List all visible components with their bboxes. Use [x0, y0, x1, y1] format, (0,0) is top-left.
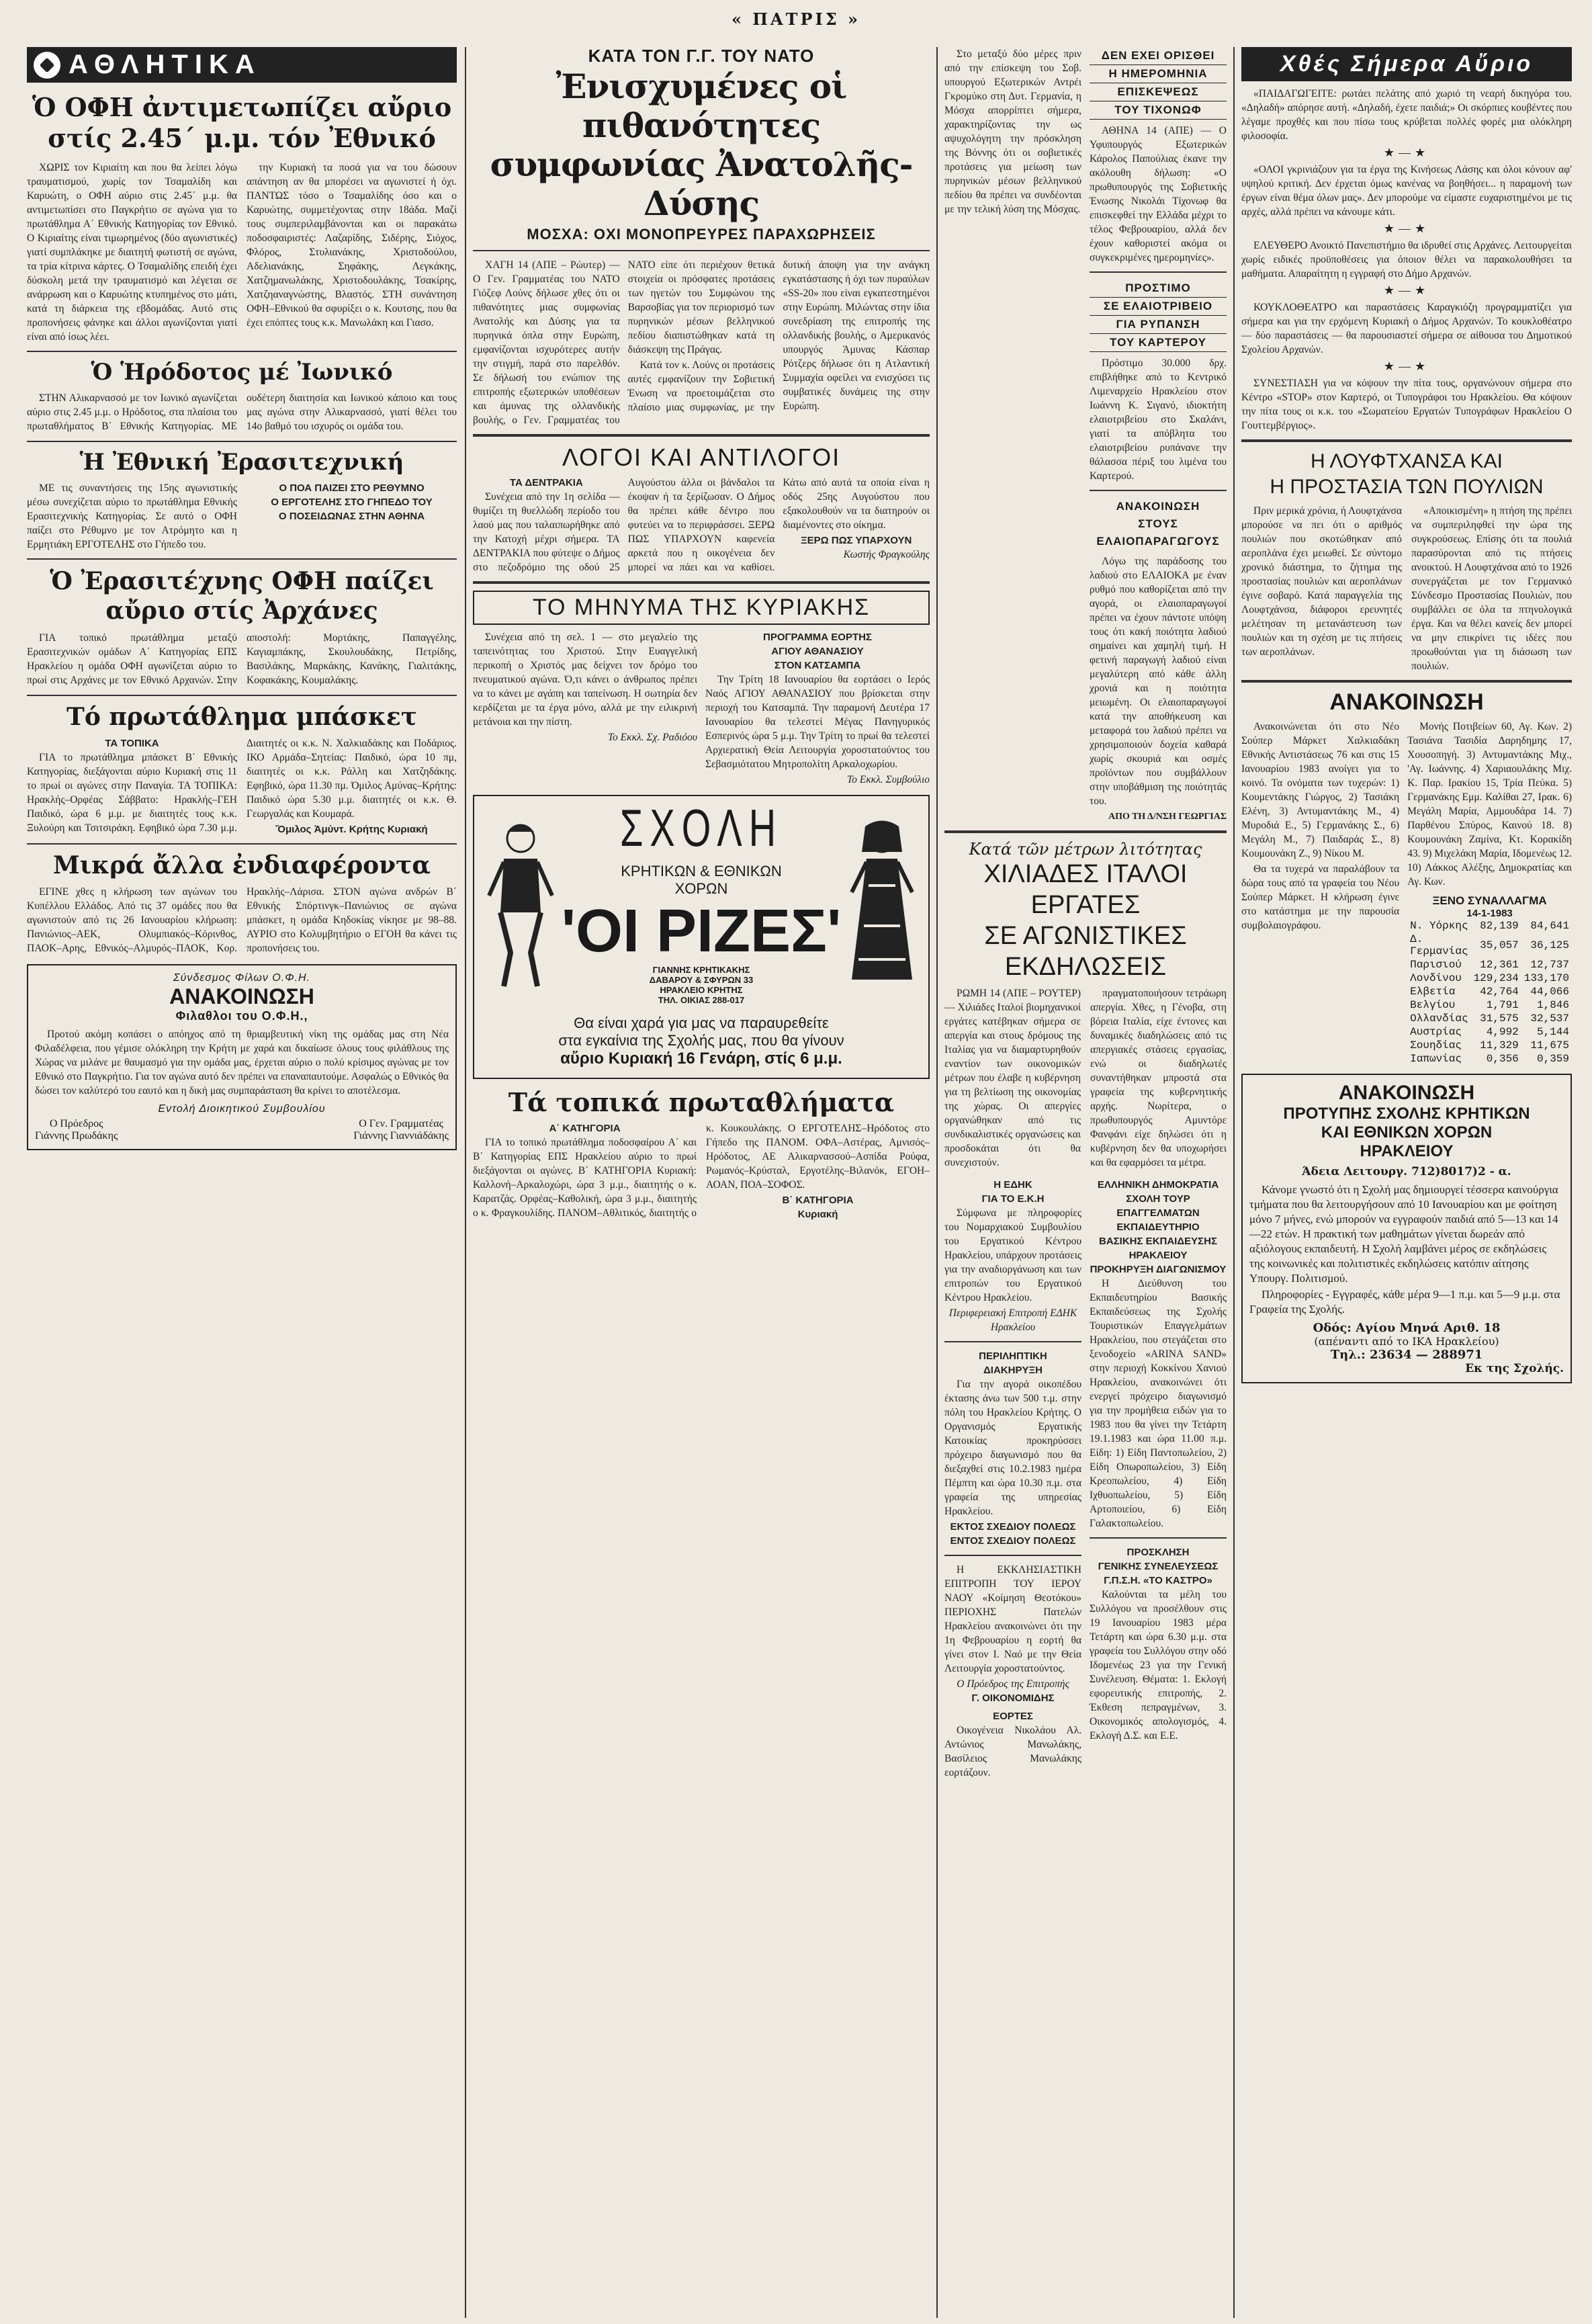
- olive-title-2: ΣΤΟΥΣ ΕΛΑΙΟΠΑΡΑΓΩΓΟΥΣ: [1096, 517, 1220, 548]
- nato-headline: [473, 67, 930, 223]
- kyriaki-title: ΤΟ ΜΗΝΥΜΑ ΤΗΣ ΚΥΡΙΑΚΗΣ: [473, 591, 930, 625]
- fine-title-4: ΤΟΥ ΚΑΡΤΕΡΟΥ: [1090, 334, 1227, 352]
- italy-headline-line-2: ΣΕ ΑΓΩΝΙΣΤΙΚΕΣ ΕΚΔΗΛΩΣΕΙΣ: [984, 922, 1187, 981]
- eak-title-1: Η ΕΔΗΚ: [993, 1179, 1032, 1191]
- italy-headline: [944, 859, 1227, 982]
- fx-buy: 31,575: [1480, 1013, 1519, 1025]
- fx-buy: 35,057: [1480, 939, 1519, 951]
- program-title-2: ΑΓΙΟΥ ΑΘΑΝΑΣΙΟΥ: [771, 646, 864, 657]
- nato-headline-line-1: Ἐνισχυμένες οἱ πιθανότητες: [556, 67, 847, 145]
- tichonov-text: ΑΘΗΝΑ 14 (ΑΠΕ) — Ο Υφυπουργός Εξωτερικών Κάρολος Παπούλιας έκανε την ακόλουθη δήλωση: «Ο πρωθυπουργός της Σοβιετικής Ένωσης Νικολάι Τίχονωφ θα επισκεφθεί την Ελλάδα μέχρι το τέλος Φεβρουαρίου, αλλά δεν έχουν καθοριστεί ακόμα οι συγκεκριμένες ημερομηνίες».: [1090, 125, 1227, 263]
- nato-kicker: ΚΑΤΑ ΤΟΝ Γ.Γ. ΤΟΥ ΝΑΤΟ: [588, 47, 815, 66]
- basket-subhead-1: ΤΑ ΤΟΠΙΚΑ: [105, 738, 159, 749]
- lufthansa-headline-line-1: Η ΛΟΥΦΤΧΑΝΣΑ ΚΑΙ: [1311, 450, 1503, 472]
- nato-text-1: ΧΑΓΗ 14 (ΑΠΕ – Ρώυτερ) — Ο Γεν. Γραμματέας του ΝΑΤΟ Γιόζεφ Λούνς δήλωσε χθες ότι οι πιθανότητες μιας συμφωνίας Ανατολής και Δύσης για τα πυρηνικά όπλα στην Ευρώπη, εμφανίζονται ισχυρότερες αυτήν την στιγμή, παρά στο παρελθόν. Σε δήλωσή του ενώπιον της επιτροπής εξωτερικών υποθέσεων και άμυνας της ολλανδικής βουλής, ο Γεν. Γραμματέας του ΝΑΤΟ είπε ότι περιέχουν θετικά στοιχεία οι πρόσφατες προτάσεις των ηγετών του Συμφώνου της Βαρσοβίας για τον περιορισμό των πυρηνικών μέσων βελληνικού πεδίου διαπιστώθηκαν κατά τη διάσκεψη της Πράγας.: [473, 259, 775, 426]
- roots-title-2: ΠΡΟΤΥΠΗΣ ΣΧΟΛΗΣ ΚΡΗΤΙΚΩΝ: [1283, 1105, 1530, 1123]
- kastro-title-2: ΓΕΝΙΚΗΣ ΣΥΝΕΛΕΥΣΕΩΣ: [1098, 1561, 1219, 1572]
- fx-buy: 4,992: [1486, 1026, 1519, 1038]
- dance-school-ad: [473, 795, 930, 1079]
- ofh-eras-headline-line-1: Ὁ Ἐρασιτέχνης ΟΦΗ παίζει: [50, 567, 434, 595]
- program-title-3: ΣΤΟΝ ΚΑΤΣΑΜΠΑ: [774, 660, 861, 671]
- herodotos-article: [27, 391, 457, 434]
- ofh-friends-secretary-name: Γιάννης Γιαννιάδάκης: [353, 1130, 449, 1142]
- dance-school-subtitle-2: ΧΟΡΩΝ: [674, 880, 728, 897]
- athanasios-program: [705, 630, 930, 787]
- dance-school-phone: ΤΗΛ. ΟΙΚΙΑΣ 288-017: [658, 995, 745, 1005]
- dance-school-address: ΔΑΒΑΡΟΥ & ΣΦΥΡΩΝ 33: [649, 975, 754, 985]
- school-title-5: ΗΡΑΚΛΕΙΟΥ: [1129, 1250, 1188, 1261]
- local-leagues-headline: Τά τοπικά πρωταθλήματα: [508, 1087, 895, 1117]
- roots-title-3: ΚΑΙ ΕΘΝΙΚΩΝ ΧΟΡΩΝ: [1321, 1123, 1493, 1142]
- kyriaki-article: [473, 630, 697, 787]
- masthead: « ΠΑΤΡΙΣ »: [731, 9, 861, 29]
- fx-cur: Λονδίνου: [1410, 972, 1462, 984]
- basket-subhead-2: Ὅμιλος Ἀμύντ. Κρήτης Κυριακή: [275, 824, 428, 835]
- sports-section-banner: [27, 47, 457, 83]
- roots-school-announcement: [1241, 1074, 1572, 1383]
- fx-buy: 129,234: [1473, 972, 1519, 984]
- lufthansa-text-1: Πριν μερικά χρόνια, ή Λουφτχάνσα μπορούσε να πει ότι ο αριθμός πουλιών που σκοτώθηκαν από αεροπλάνα έχει μειωθεί. Σε σύντομο χρονικό διάστημα, το ζήτημα της προστασίας πουλιών και αεροπλάνων έγινε σοβαρό. Κατά παραγγελία της Λουφτχάνσα, διάφοροι ερευνητές μελέτησαν τη μετανάστευση των πουλιών και τη σχέση με τις πτήσεις των αεροπλάνων.: [1241, 505, 1402, 658]
- school-title-3: ΕΚΠΑΙΔΕΥΤΗΡΙΟ: [1116, 1221, 1200, 1233]
- dance-school-city: ΗΡΑΚΛΕΙΟ ΚΡΗΤΗΣ: [660, 985, 743, 995]
- diakiryxi-subhead-2: ΕΝΤΟΣ ΣΧΕΔΙΟΥ ΠΟΛΕΩΣ: [950, 1535, 1076, 1547]
- lufthansa-headline-line-2: Η ΠΡΟΣΤΑΣΙΑ ΤΩΝ ΠΟΥΛΙΩΝ: [1270, 476, 1544, 498]
- ethniki-headline: Ἡ Ἐθνική Ἐρασιτεχνική: [79, 449, 404, 476]
- italy-text-2: πραγματοποιήσουν τετράωρη απεργία. Χθες, η Γένοβα, στη βόρεια Ιταλία, είχε έντονες και δυναμικές διαδηλώσεις από τις απεργιακές στάσεις εργασίας, ενώ οι διαδηλωτές συναντήθηκαν μπροστά στα γραφεία της κυβερνητικής αρχής. Νωρίτερα, ο πρωθυπουργός Αμυντόρε Φανφάνι είχε δηλώσει ότι η κυβέρνηση δεν θα υποχωρήσει και θα εφαρμόσει τα μέτρα.: [1090, 988, 1227, 1168]
- right-column: [1241, 47, 1572, 2318]
- lufthansa-headline: [1241, 449, 1572, 500]
- fx-sell: 11,675: [1530, 1039, 1569, 1051]
- ethniki-text: ΜΕ τις συναντήσεις της 15ης αγωνιστικής μέσω συνεχίζεται αύριο το πρωτάθλημα Εθνικής Ερασιτεχνικής Κατηγορίας. Σε αυτό ο ΟΦΗ παίζει στο Ρέθυμνο με τον Ατρόμητο και η Ερμητιάκη ΕΡΓΟΤΕΛΗΣ στο Γήπεδο του.: [27, 482, 237, 550]
- diakiryxi-title-1: ΠΕΡΙΛΗΠΤΙΚΗ: [979, 1350, 1047, 1362]
- roots-address-note: (απέναντι από το ΙΚΑ Ηρακλείου): [1314, 1335, 1499, 1348]
- eak-title-2: ΓΙΑ ΤΟ Ε.Κ.Η: [981, 1193, 1045, 1205]
- fx-sell: 5,144: [1536, 1026, 1569, 1038]
- eortes-text: Οικογένεια Νικολάου Αλ. Αντώνιος Μανωλάκης, Βασίλειος Μανωλάκης εορτάζουν.: [944, 1725, 1081, 1778]
- center-column: [473, 47, 930, 2318]
- local-leagues-text: ΓΙΑ το τοπικό πρωτάθλημα ποδοσφαίρου Α΄ και Β΄ Κατηγορίας ΕΠΣ Ηρακλείου αύριο το πρωί διεξάγονται οι αγώνες. Β΄ ΚΑΤΗΓΟΡΙΑ Κυριακή: Καλλονή–Αρκαλοχώρι, ώρα 3 μ.μ., διαιτητής ο κ. Καρατζάς. Ορφέας–Καθολική, ώρα 3 μ.μ., διαιτητής ο κ. Φραγκουλίδης. ΠΑΝΟΜ–Αθλιτικός, διαιτητής ο κ. Κουκουλάκης. Ο ΕΡΓΟΤΕΛΗΣ–Ηρόδοτος στο Γήπεδο της ΠΑΝΟΜ. ΟΦΑ–Αστέρας, Αμνισός–Ηρόδοτος, ΑΕ Αλικαρνασσού–Ασπίδα Ρούφα, Ρωμανός–Κρύσταλ, Εργοτέλης–Βιλανόκ, ΕΓΟΗ–ΑΟΑΝ, ΠΟΑ–ΣΟΦΟΣ.: [473, 1123, 930, 1219]
- tichonov-kicker-4: ΤΟΥ ΤΙΧΟΝΩΦ: [1090, 101, 1227, 120]
- fx-sell: 1,846: [1536, 999, 1569, 1011]
- fx-cur: Ν. Υόρκης: [1410, 920, 1468, 932]
- olive-signature: ΑΠΟ ΤΗ Δ/ΝΣΗ ΓΕΩΡΓΙΑΣ: [1108, 812, 1227, 822]
- fx-buy: 11,329: [1480, 1039, 1519, 1051]
- ofh-headline-line-2: στίς 2.45΄ μ.μ. τόν Ἐθνικό: [48, 123, 436, 153]
- nato-continued: [944, 47, 1081, 824]
- ofh-friends-president-label: Ο Πρόεδρος: [49, 1118, 103, 1129]
- supermarket-lottery-text: Θα τα τυχερά να παραλάβουν τα δώρα τους από τα γραφεία του Νέου Σούπερ Μάρκετ. Η κλήρωση έγινε στο κατάστημα με την παρουσία συμβολαιογράφου.: [1241, 863, 1400, 931]
- fx-row: [1407, 1012, 1572, 1025]
- diakiryxi-subhead-1: ΕΚΤΟΣ ΣΧΕΔΙΟΥ ΠΟΛΕΩΣ: [950, 1521, 1076, 1533]
- xthes-text-1: «ΠΑΙΔΑΓΩΓΕΙΤΕ: ρωτάει πελάτης από χωριό τη νεαρή δικηγόρα του. «Δηλαδή» απόρησε αυτή. «Δηλαδή, έχετε παιδιά;» Οι σκόρπιες κουβέντες που λέγαμε προχθές και που πίσω τους κρύβεται πολλές φορές μια ολόκληρη φιλοσοφία.: [1241, 88, 1572, 142]
- newspaper-page: [27, 47, 1572, 2318]
- ofh-friends-secretary-label: Ο Γεν. Γραμματέας: [359, 1118, 443, 1129]
- nato-headline-line-2: συμφωνίας Ἀνατολῆς-Δύσης: [490, 144, 913, 223]
- fx-title: ΞΕΝΟ ΣΥΝΑΛΛΑΓΜΑ: [1432, 894, 1547, 907]
- herodotos-headline: Ὁ Ἡρόδοτος μέ Ἰωνικό: [91, 359, 393, 386]
- nato-deck: ΜΟΣΧΑ: ΟΧΙ ΜΟΝΟΠΡΕΥΡΕΣ ΠΑΡΑΧΩΡΗΣΕΙΣ: [527, 226, 876, 243]
- ethniki-article: [27, 481, 457, 552]
- italy-article: [944, 986, 1227, 1171]
- nato-text-3: Στο μεταξύ δύο μέρες πριν από την επίσκεψη του Σοβ. υπουργού Εξωτερικών Αντρέι Γκρομύκο στη Δυτ. Γερμανία, η Μόσχα απορρίπτει σήμερα, χαρακτηρίζοντας την ως αψυχολόγητη την πρόσκληση της Βόννης ότι οι σοβιετικές προτάσεις για μείωση των πυρηνικών μέσων βελληνικού πεδίου θα πρέπει να συνδέονται με την τελική λύση της Μόσχας.: [944, 48, 1081, 215]
- roots-signature: Εκ της Σχολής.: [1465, 1362, 1564, 1375]
- logoi-text: Συνέχεια από την 1η σελίδα — θυμίζει τη θυελλώδη περίοδο του λαού μας που ταλαιπωρήθηκε από την Κατοχή μέχρι σήμερα. ΤΑ ΔΕΝΤΡΑΚΙΑ που φύτεψε ο Δήμος στο πεζοδρόμιο της οδού 25 Αυγούστου άλλα οι βάνδαλοι τα έκοψαν ή τα ξερίζωσαν. Ο Δήμος θα πρέπει κάθε δέντρο που φυτεύει να το περιφράσσει. ΞΕΡΩ ΠΩΣ ΥΠΑΡΧΟΥΝ καφενεία αρκετά που η οικογένεια δεν μπορεί να πάει και να καθίσει. Κάτω από αυτά τα οποία είναι η οδός 25ης Αυγούστου που εξακολουθούν να τα διατηρούν οι διαμένοντες στο οίκημα.: [473, 477, 930, 573]
- lufthansa-article: [1241, 504, 1572, 673]
- logoi-subhead-2: ΞΕΡΩ ΠΩΣ ΥΠΑΡΧΟΥΝ: [800, 535, 912, 546]
- xthes-text-2: «ΟΛΟΙ γκρινιάζουν για τα έργα της Κινήσεως Λάσης και όλοι κόνουν αφ' υψηλού κριτική. Δεν έρχεται όμως κανένας να βοηθήσει... η παραμονή των έργων είναι θέμα όλων μας». Δεν μπορούμε να είμαστε ευχαριστημένοι με τις αρχές, αλλά πρέπει να κάνουμε κάτι.: [1241, 164, 1572, 218]
- fx-sell: 133,170: [1523, 972, 1569, 984]
- ofh-friends-signatures: [35, 1118, 449, 1142]
- fx-cur: Βελγίου: [1410, 999, 1456, 1011]
- roots-title-1: ΑΝΑΚΟΙΝΩΣΗ: [1338, 1082, 1475, 1104]
- news-column: [944, 47, 1227, 2318]
- logoi-signature: Κωστής Φραγκούλης: [843, 549, 930, 560]
- ofh-article-part-a: ΧΩΡΙΣ τον Κιριαίτη και που θα λείπει λόγω τραυματισμού, χωρίς τον Τσαμαλίδη και Καρυώτη, ο ΟΦΗ αύριο στις 2.45΄ μ.μ. θα αντιμετωπίσει στο Παγκρήτιο σε αγώνα για το πρωτάθλημα Α΄ Εθνικής Κατηγορίας τον Εθνικό. Ο Κιριαίτης είναι τιμωρημένος (δύο αγωνιστικές) γιατί συμπλάκηκε με διαιτητή φωτιστή σε αγώνα, τα τρία κίτρινα κάρτες. Ο Τσαμαλίδης επειδή έχει δύσκολη μετά την τραυματισμό και λέγεται σε ανάρρωση και ο Καρυώτης κτυπημένος στο μάτι, κατά τη διάρκεια της εβδομάδας. Αυτό στις προπονήσεις φάνηκε και άλλοι αγωνίζονται γιατί είναι από ίσως λέει.: [27, 162, 237, 343]
- dance-school-invite-3: αὔριο Κυριακή 16 Γενάρη, στίς 6 μ.μ.: [560, 1049, 842, 1068]
- fx-row: [1407, 933, 1572, 958]
- fx-sell: 44,066: [1530, 986, 1569, 998]
- local-subhead-2: Β΄ ΚΑΤΗΓΟΡΙΑ: [782, 1195, 854, 1206]
- school-title-1: ΕΛΛΗΝΙΚΗ ΔΗΜΟΚΡΑΤΙΑ: [1097, 1179, 1219, 1191]
- fx-table: [1407, 919, 1572, 1066]
- school-title-6: ΠΡΟΚΗΡΥΞΗ ΔΙΑΓΩΝΙΣΜΟΥ: [1090, 1264, 1227, 1275]
- logoi-title: ΛΟΓΟΙ ΚΑΙ ΑΝΤΙΛΟΓΟΙ: [562, 443, 841, 471]
- fx-cur: Ελβετία: [1410, 986, 1456, 998]
- sports-section-title: ΑΘΛΗΤΙΚΑ: [69, 50, 261, 79]
- roots-address: Οδός: Αγίου Μηνά Αριθ. 18: [1313, 1321, 1501, 1335]
- xthes-text-3: ΕΛΕΥΘΕΡΟ Ανοικτό Πανεπιστήμιο θα ιδρυθεί στις Αρχάνες. Λειτουργείται χωρίς ειδικές προϋποθέσεις για όποιον θέλει να παρακολουθήσει τα μαθήματα. Απαραίτητη η εγγραφή στο Δήμο Αρχανών.: [1241, 240, 1572, 279]
- italy-text-1: ΡΩΜΗ 14 (ΑΠΕ – ΡΟΥΤΕΡ) — Χιλιάδες Ιταλοί βιομηχανικοί εργάτες κατέβηκαν σήμερα σε απεργία και στους δρόμους της Ιταλίας για να διαμαρτυρηθούν εναντίον των οικονομικών μέτρων που έλαβε η κυβέρνηση για τη βελτίωση της οικονομίας της χώρας. Οι απεργίες οργανώθηκαν από τις συνδικαλιστικές οργανώσεις και προσδοκάται ότι θα συνεχιστούν.: [944, 988, 1081, 1168]
- ethniki-subhead-3: Ο ΠΟΣΕΙΔΩΝΑΣ ΣΤΗΝ ΑΘΗΝΑ: [278, 511, 425, 522]
- italy-headline-line-1: ΧΙΛΙΑΔΕΣ ΙΤΑΛΟΙ ΕΡΓΑΤΕΣ: [983, 860, 1188, 919]
- ofh-eras-article: [27, 631, 457, 688]
- kyriaki-text: Συνέχεια από τη σελ. 1 — στο μεγαλείο της ταπεινότητας του Χριστού. Στην Ευαγγελική περικοπή ο Χριστός μας δείχνει τον δρόμο του πνευματικού αγώνα. Ό,τι κάνει ο άνθρωπος πρέπει να το κάνει με αγάπη και ταπείνωση. Η σωτηρία δεν κερδίζεται με τα έργα μόνο, αλλά με την ειλικρινή μετάνοια και την πίστη.: [473, 632, 697, 728]
- dance-school-subtitle-1: ΚΡΗΤΙΚΩΝ & ΕΘΝΙΚΩΝ: [621, 863, 782, 879]
- fx-row: [1407, 1039, 1572, 1052]
- basket-article: [27, 736, 457, 836]
- olive-title-1: ΑΝΑΚΟΙΝΩΣΗ: [1116, 500, 1200, 513]
- basket-text: ΓΙΑ το πρωτάθλημα μπάσκετ Β΄ Εθνικής Κατηγορίας, διεξάγονται αύριο Κυριακή στις 11 το πρωί οι αγώνες στην Παναγία. ΤΑ ΤΟΠΙΚΑ: Ηρακλής–Ορφέας Σάββατο: Ηρακλής–ΓΕΗ Παιδικό, ώρα 6 μ.μ. με διαιτητές τους κ.κ. Ξυλούρη και Τσιτσιράκη. Εφηβικό ώρα 7.30 μ.μ. Διαιτητές οι κ.κ. Ν. Χαλκιαδάκης και Ποδάριος. ΙΚΟ Αρμάδα–Σητείας: Παιδικό, ώρα 10 πμ, διαιτητές οι κ.κ. Ράλλη και Χατζηδάκης. Εφηβικό, ώρα 11.30 πμ. Όμιλος Αμύνας–Κρήτης: Παιδικό ώρα 5.30 μ.μ. διαιτητές οι κ.κ. Θ. Γεωργαλάς και Κουμαρά.: [27, 738, 457, 834]
- roots-info: Πληροφορίες - Εγγραφές, κάθε μέρα 9—1 π.μ. και 5—9 μ.μ. στα Γραφεία της Σχολής.: [1249, 1288, 1560, 1316]
- ethniki-subhead-2: Ο ΕΡΓΟΤΕΛΗΣ ΣΤΟ ΓΗΠΕΔΟ ΤΟΥ: [271, 497, 433, 508]
- school-title-2: ΣΧΟΛΗ ΤΟΥΡ ΕΠΑΓΓΕΛΜΑΤΩΝ: [1116, 1193, 1200, 1219]
- ofh-headline: [27, 92, 457, 154]
- fx-sell: 12,737: [1530, 959, 1569, 971]
- kyriaki-signature: Το Εκκλ. Σχ. Ραδιόου: [607, 732, 697, 743]
- herodotos-text: ΣΤΗΝ Αλικαρνασσό με τον Ιωνικό αγωνίζεται αύριο στις 2.45 μ.μ. ο Ηρόδοτος, στα πλαίσια του πρωταθλήματος Β΄ Εθνικής Κατηγορίας. ΜΕ ουδέτερη διαιτησία και Ιωνικού κάποιο και τους μας αγώνα στην Αλικαρνασσό, γιατί θέλει του 14ο βαθμό του ισχυρός οι ομάδα του.: [27, 392, 457, 432]
- fx-row: [1407, 1052, 1572, 1066]
- ofh-friends-president-name: Γιάννης Πρωδάκης: [35, 1130, 118, 1142]
- diakiryxi-title-2: ΔΙΑΚΗΡΥΞΗ: [983, 1365, 1043, 1376]
- tichonov-article: [1090, 47, 1227, 824]
- star-separator: ★—★: [1383, 284, 1430, 297]
- roots-text: Κάνομε γνωστό ότι η Σχολή μας δημιουργεί τέσσερα καινούργια τμήματα που θα λειτουργήσουν από 10 Ιανουαρίου και με φοίτηση μόνο 7 μήνες, ενώ μπορούν να εγγραφούν παιδιά από 5—13 και 14—22 ετών. Η πρακτική των μαθημάτων γίνεται δωρεάν από αξιόλογους εκπαιδευτή. Η Σχολή λαμβάνει μέρος σε εκδηλώσεις της κοινωνικές και πολιτιστικές εκδηλώσεις κατόπιν αίτησης Υπουργ. Πολιτισμού.: [1249, 1183, 1558, 1285]
- program-title-1: ΠΡΟΓΡΑΜΜΑ ΕΟΡΤΗΣ: [763, 632, 872, 643]
- xthes-text-5: ΣΥΝΕΣΤΙΑΣΗ για να κόψουν την πίτα τους, οργανώνουν σήμερα στο Κέντρο «STOP» στον Καρτερό, οι Τυπογράφοι του Ηρακλείου. Θα κόψουν την πίτα τους οι κ.κ. του «Σωματείου Εργατών Τυπογράφων Ηρακλείου Ο Γουττεμβέργιος».: [1241, 378, 1572, 431]
- sports-column: [27, 47, 457, 2318]
- supermarket-announce-text: Ανακοινώνεται ότι στο Νέο Σούπερ Μάρκετ Χαλκιαδάκη Εθνικής Αντιστάσεως 76 και στις 15 Ιανουαρίου 1983 ανοίγει για το κοινό. Τα ονόματα των τυχερών: 1) Κουμεντάκης Γιώργος, 2) Τασιάκη Ελένη, 3) Αντυμαντάκης Μ., 4) Μυροδιά Ε., 5) Γερμανάκης Σ., 6) Μεγάλη Μ., 7) Παιδαράς Σ., 8) Κουμουνάκη Ζ., 9) Νίκου Μ.: [1241, 721, 1400, 859]
- ofh-eras-text: ΓΙΑ τοπικό πρωτάθλημα μεταξύ Ερασιτεχνικών ομάδων Α΄ Κατηγορίας ΕΠΣ Ηρακλείου η ομάδα ΟΦΗ αγωνίζεται αύριο το πρωί στις Αρχάνες με τον Εθνικό Αρχανών. Στην αποστολή: Μορτάκης, Παπαγγέλης, Καγιαμπάκης, Σκουλουδάκης, Πετρίδης, Βασιλάκης, Μαρκάκης, Κανάκης, Γιαλιτάκης, Κοφακάκης, Κουμαλάκης.: [27, 632, 457, 686]
- ofh-friends-title: ΑΝΑΚΟΙΝΩΣΗ: [169, 984, 314, 1008]
- tichonov-kicker-1: ΔΕΝ ΕΧΕΙ ΟΡΙΣΘΕΙ: [1090, 47, 1227, 65]
- kastro-text: Καλούνται τα μέλη του Συλλόγου να προσέλθουν στις 19 Ιανουαρίου 1983 μέρα Τετάρτη και ώρα 6.30 μ.μ. στα γραφεία του Συλλόγου στην οδό Ιδομενέως 23 για την Γενική Συνέλευση. Θέματα: 1. Εκλογή εφορευτικής επιτροπής, 2. Έκθεση πεπραγμένων, 3. Οικονομικός απολογισμός, 4. Εκλογή Δ.Σ. και Ε.Ε.: [1090, 1589, 1227, 1741]
- ofh-article-part-b: την Κυριακή τα ποσά για να του δώσουν απάντηση αν θα μπορέσει να αγωνιστεί ή όχι. ΠΑΝΤΩΣ τόσο ο Τσαμαλίδης όσο και ο Καρυώτης, συμμετέχοντας στην 18άδα. Μαζί τους συμπεριλαμβάνονται και οι παρακάτω ποδοσφαιριστές: Λαζαρίδης, Σιδέρης, Σιόχος, Φλόρος, Στυλιανάκης, Χριστοδούλου, Αδελιανάκης, Σηφάκης, Λεγκάκης, Χατζημανωλάκης, Χριστοδουλάκης, Τσακίρης, Χατζηαναγνώστης, Βλαστός. ΣΤΗ συνάντηση ΟΦΗ–Εθνικού θα σφυρίξει ο κ. Κουτσης, που θα έχει επόπτες τους κ.κ. Μανωλάκη και Γιασο.: [247, 162, 457, 329]
- fx-row: [1407, 985, 1572, 998]
- ofh-friends-announcement: [27, 964, 457, 1150]
- dance-school-owner: ΓΙΑΝΝΗΣ ΚΡΗΤΙΚΑΚΗΣ: [652, 965, 750, 975]
- star-separator: ★—★: [1383, 222, 1430, 235]
- local-subhead-1: Α΄ ΚΑΤΗΓΟΡΙΑ: [549, 1123, 621, 1134]
- star-separator: ★—★: [1383, 146, 1430, 159]
- diakiryxi-text: Για την αγορά οικοπέδου έκτασης άνω των 500 τ.μ. στην πόλη του Ηρακλείου Κρήτης. Ο Οργανισμός Εργατικής Κατοικίας προκηρύσσει πρόχειρο διαγωνισμό που θα διεξαχθεί στις 10.2.1983 ημέρα Πέμπτη και ώρα 10.30 π.μ. στα γραφεία της υπηρεσίας Ηρακλείου.: [944, 1379, 1081, 1517]
- kastro-title-1: ΠΡΟΣΚΛΗΣΗ: [1126, 1547, 1190, 1558]
- program-signature: Το Εκκλ. Συμβούλιο: [846, 774, 930, 785]
- dance-school-invite-1: Θα είναι χαρά για μας να παραυρεθείτε: [574, 1015, 829, 1031]
- mikra-headline: Μικρά ἄλλα ἐνδιαφέροντα: [52, 851, 431, 879]
- roots-phone: Τηλ.: 23634 — 288971: [1330, 1348, 1483, 1362]
- lufthansa-text-2: «Αποικισμένη» η πτήση της πρέπει να συμπεριληφθεί την ώρα της συγκρούσεως. Επίσης ότι τα πουλιά παρασύρονται από τις πτήσεις ανοικτού. Η Λουφτχάνσα από το 1926 συνεργάζεται με τον Γερμανικό Σύνδεσμο Προστασίας Πουλιών, που συμβάλλει σε όλα τα πτηνολογικά έργα. Και να θέλει κανείς δεν μπορεί να μην επικρίνει τις ιδέες που προωθούνται για τη διάσωση των πουλιών.: [1411, 505, 1572, 672]
- fine-title-2: ΣΕ ΕΛΑΙΟΤΡΙΒΕΙΟ: [1090, 298, 1227, 316]
- fx-buy: 12,361: [1480, 959, 1519, 971]
- olive-text: Λόγω της παράδοσης του λαδιού στο ΕΛΑΙΟΚΑ με έναν ρυθμό που καθορίζεται από την αγορά, οι ελαιοπαραγωγοί πρέπει να έχουν πάντοτε υπόψη τους ότι κακή ποιότητα λαδιού σημαίνει και χαμηλή τιμή. Η φετινή παραγωγή λαδιού είναι μεγαλύτερη από κάθε άλλη χρονιά και η ποιότητα μειωμένη. Οι ελαιοπαραγωγοί κατά την αποθήκευση και μεταφορά του λαδιού πρέπει να χρησιμοποιούν δοχεία καθαρά χωρίς σκουριά και οσμές προϊόντων που συμβάλλουν στην υποβάθμιση της ποιότητάς του.: [1090, 556, 1227, 807]
- xthes-simera-avrio-banner: Χθές Σήμερα Αὔριο: [1241, 47, 1572, 81]
- mikra-text: ΕΓΙΝΕ χθες η κλήρωση των αγώνων του Κυπέλλου Ελλάδος. Από τις 37 ομάδες που θα αγωνιστούν από τις 26 Ιανουαρίου κλήρωση: Πανιώνιος–ΑΕΚ, Ολυμπιακός–Κόρινθος, ΠΑΟΚ–Αρης, Εθνικός–Αλμυρός–ΠΑΟΚ, Κορ. Ηρακλής–Λάρισα. ΣΤΟΝ αγώνα ανδρών Β΄ Εθνικής Σπόρτινγκ–Πανιώνιος σε αγώνα μπάσκετ, η ομάδα Κηδοκίας νίκησε με 98–88. ΑΥΡΙΟ στο Κολυμβητήριο ο ΕΓΟΗ θα κάνει τις προπονήσεις του.: [27, 886, 457, 954]
- supermarket-announce-title: ΑΝΑΚΟΙΝΩΣΗ: [1329, 689, 1484, 715]
- kastro-title-3: Γ.Π.Σ.Η. «ΤΟ ΚΑΣΤΡΟ»: [1104, 1575, 1212, 1586]
- school-title-4: ΒΑΣΙΚΗΣ ΕΚΠΑΙΔΕΥΣΗΣ: [1099, 1236, 1217, 1247]
- eak-signature: Περιφερειακή Επιτροπή ΕΔΗΚ Ηρακλείου: [948, 1307, 1077, 1333]
- program-text: Την Τρίτη 18 Ιανουαρίου θα εορτάσει ο Ιερός Ναός ΑΓΙΟΥ ΑΘΑΝΑΣΙΟΥ που βρίσκεται στην περιοχή του Κατσαμπά. Την παραμονή Δευτέρα 17 Ιανουαρίου θα τελεστεί Μέγας Πανηγυρικός Εσπερινός ώρα 5 μ.μ. Την Τρίτη το πρωί θα τελεστεί Αρχιερατική Θεία Λειτουργία χοροστατούντος του Σεβασμιότατου Μητροπολίτη Αρκαλοχωρίου.: [705, 674, 930, 770]
- basket-headline: Τό πρωτάθλημα μπάσκετ: [67, 703, 417, 731]
- fx-cur: Παρισιού: [1410, 959, 1462, 971]
- ethniki-subhead-1: Ο ΠΟΑ ΠΑΙΖΕΙ ΣΤΟ ΡΕΘΥΜΝΟ: [279, 482, 425, 494]
- fx-cur: Σουηδίας: [1410, 1039, 1462, 1051]
- ofh-friends-subtitle: Φιλαθλοι του Ο.Φ.Η.,: [175, 1009, 308, 1023]
- tichonov-kicker-3: ΕΠΙΣΚΕΨΕΩΣ: [1090, 83, 1227, 101]
- fine-title-3: ΓΙΑ ΡΥΠΑΝΣΗ: [1090, 316, 1227, 334]
- dance-school-title: ΣΧΟΛΗ: [619, 798, 783, 857]
- ofh-article: [27, 161, 457, 344]
- fx-buy: 0,356: [1486, 1053, 1519, 1065]
- fx-row: [1407, 958, 1572, 972]
- star-separator: ★—★: [1383, 359, 1430, 373]
- fx-cur: Ιαπωνίας: [1410, 1053, 1462, 1065]
- fx-buy: 1,791: [1486, 999, 1519, 1011]
- fx-row: [1407, 919, 1572, 933]
- school-text: Η Διεύθυνση του Εκπαιδευτηρίου Βασικής Εκπαιδεύσεως της Σχολής Τουριστικών Επαγγελμάτων Ηρακλείου, που στεγάζεται στο ξενοδοχείο «ARINA SAND» στην περιοχή Κοκκίνου Χανιού Ηρακλείου, ανακοινώνει ότι ενεργεί πρόχειρο διαγωνισμό για την προμήθεια ειδών για το 1983 που θα γίνει την Τετάρτη 19.1.1983 και ώρα 11.00 π.μ. Είδη: 1) Είδη Παντοπωλείου, 2) Είδη Οπωροπωλείου, 3) Είδη Κρεοπωλείου, 4) Είδη Ιχθυοπωλείου, 5) Είδη Αρτοποιείου, 6) Είδη Γαλακτοπωλείου.: [1090, 1278, 1227, 1529]
- fx-buy: 42,764: [1480, 986, 1519, 998]
- fx-row: [1407, 972, 1572, 985]
- fine-title-1: ΠΡΟΣΤΙΜΟ: [1090, 279, 1227, 298]
- fx-row: [1407, 1025, 1572, 1039]
- ofh-friends-text: Προτού ακόμη κοπάσει ο απόηχος από τη θριαμβευτική νίκη της ομάδας μας στη Νέα Φιλαδέλφεια, που γέμισε ολόκληρη την Κρήτη με χαρά και δικαίωσε όλους τους φιλάθλους της Χώρας να μιλάνε με θαυμασμό για την ομάδα μας, έρχεται αύριο ο πολύ κρίσιμος αγώνας με τον Εθνικό στο Παγκρήτιο. Για τον αγώνα αυτό δεν πρέπει να επαναπαυτούμε. Ασφαλώς ο Εθνικός θα δώσει τον καλύτερό του εαυτό και η δική μας συμπαράσταση θα κρίνει το αποτέλεσμα.: [35, 1029, 449, 1096]
- cretan-woman-dancer-icon: [845, 818, 919, 993]
- church-sign-1: Ο Πρόεδρος της Επιτροπής: [957, 1678, 1069, 1690]
- ofh-eras-headline: [27, 566, 457, 626]
- mikra-article: [27, 885, 457, 956]
- ofh-eras-headline-line-2: αὔριο στίς Ἀρχάνες: [105, 597, 378, 625]
- fine-text: Πρόστιμο 30.000 δρχ. επιβλήθηκε από το Κεντρικό Λιμεναρχείο Ηρακλείου στον Ιωάννη Κ. Σιγανό, ιδιοκτήτη ελαιοτριβείου στο Σκαλάνι, γιατί τα απόβλητα του ελαιοτριβείου ρυπάνανε την θάλασσα πέριξ του λιμένα του Καρτερού.: [1090, 357, 1227, 482]
- eak-text: Σύμφωνα με πληροφορίες του Νομαρχιακού Συμβουλίου του Εργατικού Κέντρου Ηρακλείου, υπάρχουν προτάσεις για την αναδιοργάνωση και των επιτροπών του Εργατικού Κέντρου Ηρακλείου.: [944, 1207, 1081, 1303]
- xthes-text-4: ΚΟΥΚΛΟΘΕΑΤΡΟ και παραστάσεις Καραγκιόζη προγραμματίζει για σήμερα και για την ερχόμενη Κυριακή ο Δήμος Αρχανών. Το κουκλοθέατρο — δύο παραστάσεις — θα παρουσιαστεί σήμερα σε αίθουσα του Δημοτικού Σχολείου Αρχανών.: [1241, 302, 1572, 355]
- fx-sell: 0,359: [1536, 1053, 1569, 1065]
- roots-license: Άδεια Λειτουργ. 712)8017)2 - α.: [1302, 1165, 1511, 1178]
- dance-school-name: 'ΟΙ ΡΙΖΕΣ': [561, 898, 842, 965]
- roots-title-4: ΗΡΑΚΛΕΙΟΥ: [1360, 1142, 1454, 1160]
- logoi-subhead-1: ΤΑ ΔΕΝΤΡΑΚΙΑ: [509, 477, 583, 488]
- tichonov-kicker-2: Η ΗΜΕΡΟΜΗΝΙΑ: [1090, 65, 1227, 83]
- nato-text-2: Κατά τον κ. Λούνς οι προτάσεις αυτές εμφανίζουν την Σοβιετική Ένωση να προετοιμάζεται στο πλαίσιο μιας συμφωνίας, με την δυτική άποψη για την ανάγκη εγκατάστασης ή όχι των πυραύλων «SS-20» που είναι εγκατεστημένοι στην Ευρώπη. Μιλώντας στην ίδια συνεδρίαση της επιτροπής της ολλανδικής βουλής, ο Αμερικανός υπουργός Άμυνας Κάσπαρ Ρότζερς δήλωσε ότι η Ατλαντική Συμμαχία οφείλει να ενισχύσει τις συμβατικές δυνάμεις της στην Ευρώπη.: [627, 259, 930, 413]
- fx-row: [1407, 998, 1572, 1012]
- local-leagues-article: [473, 1121, 930, 1221]
- church-sign-2: Γ. ΟΙΚΟΝΟΜΙΔΗΣ: [971, 1692, 1055, 1704]
- cretan-man-dancer-icon: [484, 818, 558, 993]
- fx-sell: 36,125: [1530, 939, 1569, 951]
- local-subhead-3: Κυριακή: [797, 1209, 838, 1220]
- nato-article: [473, 258, 930, 427]
- football-icon: [34, 52, 60, 79]
- church-committee-text: Η ΕΚΚΛΗΣΙΑΣΤΙΚΗ ΕΠΙΤΡΟΠΗ ΤΟΥ ΙΕΡΟΥ ΝΑΟΥ «Κοίμηση Θεοτόκου» ΠΕΡΙΟΧΗΣ Πατελών Ηρακλείου ανακοινώνει ότι την 1η Φεβρουαρίου η εορτή θα γίνει στον Ι. Ναό με την Θεία Λειτουργία χοροστατούντος.: [944, 1564, 1081, 1674]
- fx-sell: 32,537: [1530, 1013, 1569, 1025]
- fx-sell: 84,641: [1530, 920, 1569, 932]
- eortes-title: ΕΟΡΤΕΣ: [993, 1711, 1033, 1722]
- xthes-article: [1241, 87, 1572, 433]
- ofh-friends-org: Σύνδεσμος Φίλων Ο.Φ.Η.: [173, 972, 311, 984]
- fx-cur: Δ. Γερμανίας: [1410, 933, 1468, 957]
- logoi-article: [473, 476, 930, 574]
- italy-kicker: Κατά τῶν μέτρων λιτότητας: [969, 840, 1202, 859]
- fx-buy: 82,139: [1480, 920, 1519, 932]
- fx-date: 14-1-1983: [1466, 908, 1513, 919]
- supermarket-winners-list: Μονής Ποτιβείων 60, Αγ. Κων. 2) Τασιάνα Τασιδία Δαρηδημης 17, Χουσοπηγή. 3) Αντυμαντάκης Μιχ., 'Αγ. Ιωάννης. 4) Χαριαουλάκης Μιχ. Κ. Παρ. Ιρακίου 15, Τρία Πεύκα. 5) Γερμανάκης Εμμ. Καλίθαι 27, Ιρακ. 6) Μεγάλη Μαρία, Αμμουδάρα 14. 7) Παρθένου Σπύρος, Καινού 18. 8) Κουμουνάκη Ζαμίνα, Κτ. Κορακίδη 43. 9) Μιχελάκη Μαρία, Ιδομενέως 12. 10) Λάκκος Αλέξης, Δημοκρατίας και Αγ. Κων.: [1407, 721, 1572, 888]
- ofh-headline-line-1: Ὁ ΟΦΗ ἀντιμετωπίζει αὔριο: [32, 92, 452, 122]
- ofh-friends-sign: Εντολή Διοικητικού Συμβουλίου: [158, 1103, 326, 1115]
- dance-school-invite-2: στα εγκαίνια της Σχολής μας, που θα γίνουν: [558, 1032, 844, 1049]
- fx-cur: Ολλανδίας: [1410, 1013, 1468, 1025]
- fx-cur: Αυστρίας: [1410, 1026, 1462, 1038]
